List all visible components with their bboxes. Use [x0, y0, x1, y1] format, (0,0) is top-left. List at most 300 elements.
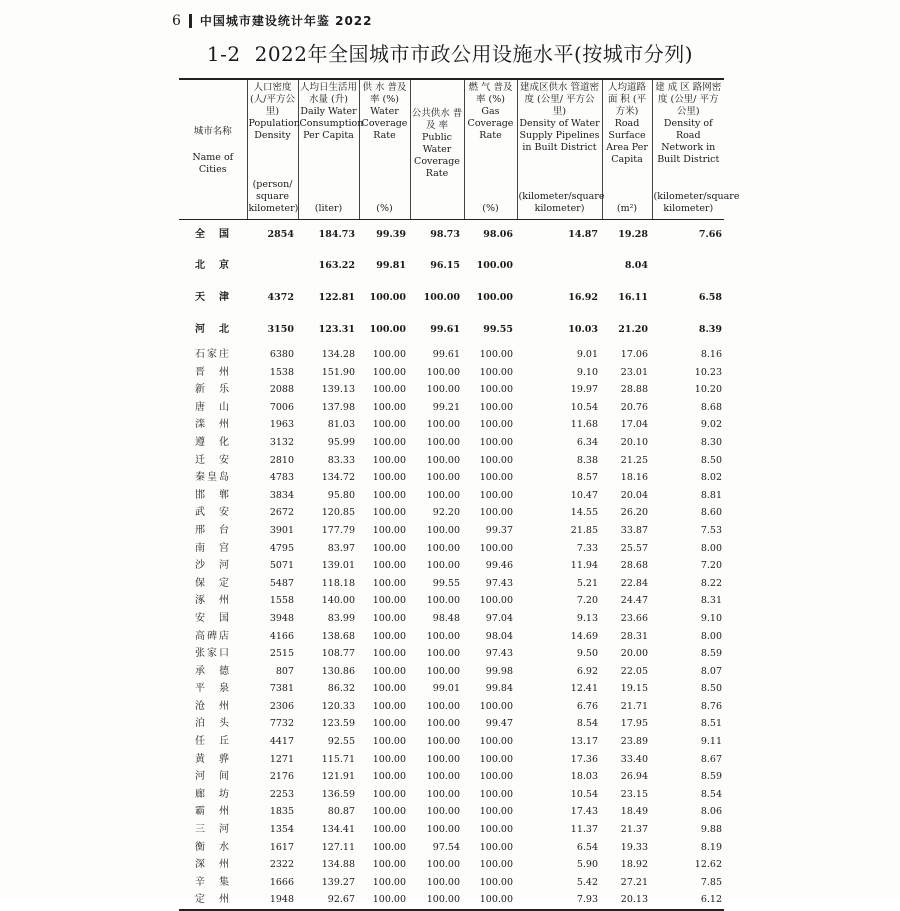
table-cell: 8.50 [700, 683, 722, 695]
table-cell: 184.73 [318, 229, 355, 240]
table-cell: 8.38 [576, 454, 598, 466]
table-cell: 100.00 [479, 876, 513, 888]
column-header: 人均日生活用水量 (升) Daily Water Consumption Per Capita (liter) [298, 79, 359, 220]
table-cell: 9.50 [576, 648, 598, 660]
table-cell: 98.73 [430, 229, 460, 240]
table-cell: 10.54 [570, 788, 598, 800]
table-cell: 100.00 [426, 542, 460, 554]
table-row [179, 575, 724, 593]
table-cell: 100.00 [426, 436, 460, 448]
table-title [0, 38, 900, 67]
city-name: 晋 州 [195, 366, 229, 378]
column-header: 供 水 普及率 (%) Water Coverage Rate (%) [359, 79, 410, 220]
table-cell: 7.93 [517, 891, 602, 910]
table-cell: 8.39 [698, 324, 722, 335]
table-cell: 163.22 [318, 260, 355, 271]
column-header: 公共供水 普 及 率 Public Water Coverage Rate [410, 79, 464, 220]
table-cell: 20.10 [620, 436, 648, 448]
city-name: 定 州 [179, 891, 247, 910]
table-cell: 16.11 [618, 292, 648, 303]
table-cell: 3948 [269, 612, 294, 624]
table-title-text: 2022年全国城市市政公用设施水平(按城市分列) [254, 42, 694, 66]
table-cell: 100.00 [359, 891, 410, 910]
table-cell: 23.89 [620, 736, 648, 748]
table-row [179, 346, 724, 364]
table-cell: 100.00 [479, 700, 513, 712]
table-cell: 100.00 [479, 454, 513, 466]
table-cell: 100.00 [369, 324, 406, 335]
table-row [179, 680, 724, 698]
table-cell: 100.00 [479, 806, 513, 818]
city-name: 沧 州 [195, 700, 229, 712]
table-cell: 100.00 [372, 718, 406, 730]
city-name: 邢 台 [195, 524, 229, 536]
table-cell: 100.00 [479, 788, 513, 800]
table-cell: 23.66 [620, 612, 648, 624]
table-cell: 1271 [269, 753, 294, 765]
table-cell: 120.85 [321, 507, 355, 519]
table-cell: 80.87 [327, 806, 355, 818]
table-cell: 100.00 [479, 349, 513, 360]
facilities-table [179, 78, 740, 911]
table-cell: 18.49 [620, 806, 648, 818]
table-cell: 25.57 [620, 542, 648, 554]
table-cell: 97.43 [485, 648, 513, 660]
table-cell: 21.37 [620, 824, 648, 836]
table-number: 1-2 [206, 42, 241, 66]
table-cell: 100.00 [479, 384, 513, 396]
table-row [179, 220, 724, 251]
table-cell: 1558 [269, 595, 294, 607]
table-cell: 3901 [269, 524, 294, 536]
table-cell: 1666 [269, 876, 294, 888]
table-cell: 100.00 [426, 665, 460, 677]
table-cell: 28.68 [620, 560, 648, 572]
table-cell: 100.00 [372, 859, 406, 871]
table-cell: 8.00 [700, 630, 722, 642]
table-cell: 100.00 [372, 419, 406, 431]
table-cell: 100.00 [372, 700, 406, 712]
city-name: 衡 水 [195, 841, 229, 853]
city-name: 安 国 [195, 612, 229, 624]
table-cell: 8.00 [700, 542, 722, 554]
city-name: 三 河 [195, 824, 229, 836]
table-cell: 100.00 [372, 824, 406, 836]
table-cell: 8.59 [700, 771, 722, 783]
city-name: 全 国 [195, 229, 229, 240]
city-name: 河 北 [195, 324, 229, 335]
city-name: 武 安 [195, 507, 229, 519]
table-row [179, 487, 724, 505]
table-cell: 6.12 [652, 891, 724, 910]
table-cell: 99.46 [485, 560, 513, 572]
table-cell: 130.86 [321, 665, 355, 677]
table-cell: 100.00 [426, 859, 460, 871]
table-cell: 134.72 [321, 472, 355, 484]
table-cell: 100.00 [372, 542, 406, 554]
city-name: 南 宫 [195, 542, 229, 554]
table-cell: 99.55 [483, 324, 513, 335]
table-cell: 100.00 [476, 292, 513, 303]
table-cell: 121.91 [321, 771, 355, 783]
table-cell: 100.00 [426, 419, 460, 431]
table-cell: 100.00 [426, 595, 460, 607]
table-cell: 100.00 [476, 260, 513, 271]
table-cell: 100.00 [372, 489, 406, 501]
table-cell: 8.19 [700, 841, 722, 853]
table-cell: 100.00 [426, 736, 460, 748]
table-cell: 2253 [269, 788, 294, 800]
table-cell: 22.84 [620, 577, 648, 589]
table-cell: 8.57 [576, 472, 598, 484]
table-cell: 27.21 [620, 876, 648, 888]
city-name: 沙 河 [195, 560, 229, 572]
table-cell: 97.43 [485, 577, 513, 589]
table-row [179, 540, 724, 558]
table-row [179, 364, 724, 382]
table-cell: 100.00 [479, 736, 513, 748]
table-cell: 118.18 [321, 577, 355, 589]
table-cell: 6380 [269, 349, 294, 360]
table-cell: 8.06 [700, 806, 722, 818]
table-cell: 151.90 [321, 366, 355, 378]
table-cell: 100.00 [372, 595, 406, 607]
table-cell: 100.00 [372, 454, 406, 466]
table-cell: 8.51 [700, 718, 722, 730]
table-cell: 100.00 [372, 736, 406, 748]
table-cell: 4417 [269, 736, 294, 748]
table-cell: 120.33 [321, 700, 355, 712]
table-cell: 1354 [269, 824, 294, 836]
table-cell: 97.04 [485, 612, 513, 624]
table-cell: 100.00 [426, 876, 460, 888]
column-header: 建成区供水 管道密度 (公里/ 平方公里) Density of Water Supply Pipelines in Built District (kilometer/square kilometer) [517, 79, 602, 220]
table-cell: 5.21 [576, 577, 598, 589]
table-cell: 21.20 [618, 324, 648, 335]
table-cell: 100.00 [372, 841, 406, 853]
table-cell: 100.00 [479, 824, 513, 836]
city-name: 天 津 [195, 292, 229, 303]
table-cell: 2672 [269, 507, 294, 519]
city-name: 任 丘 [195, 736, 229, 748]
city-name: 霸 州 [195, 806, 229, 818]
table-cell: 100.00 [372, 384, 406, 396]
table-cell: 18.92 [620, 859, 648, 871]
table-cell: 2088 [269, 384, 294, 396]
table-cell: 8.30 [700, 436, 722, 448]
table-row [179, 250, 724, 282]
table-cell: 86.32 [327, 683, 355, 695]
table-cell: 100.00 [372, 366, 406, 378]
table-cell: 100.00 [372, 507, 406, 519]
table-cell: 26.20 [620, 507, 648, 519]
table-cell: 99.39 [376, 229, 406, 240]
table-cell: 4372 [267, 292, 294, 303]
table-cell: 5487 [269, 577, 294, 589]
table-cell: 4795 [269, 542, 294, 554]
table-cell: 20.00 [620, 648, 648, 660]
table-cell: 100.00 [464, 891, 517, 910]
table-row [179, 821, 724, 839]
table-cell: 100.00 [479, 472, 513, 484]
table-cell [247, 250, 298, 282]
table-cell: 28.88 [620, 384, 648, 396]
table-cell: 9.02 [700, 419, 722, 431]
city-name: 平 泉 [195, 683, 229, 695]
table-cell: 115.71 [321, 753, 355, 765]
table-cell: 108.77 [321, 648, 355, 660]
table-cell: 1617 [269, 841, 294, 853]
table-cell: 100.00 [372, 648, 406, 660]
table-cell: 9.13 [576, 612, 598, 624]
table-cell: 3834 [269, 489, 294, 501]
table-cell: 100.00 [372, 630, 406, 642]
table-row [179, 645, 724, 663]
table-cell: 139.27 [321, 876, 355, 888]
table-cell: 100.00 [426, 630, 460, 642]
table-cell: 10.03 [568, 324, 598, 335]
header-bar [189, 14, 192, 28]
table-cell: 139.13 [321, 384, 355, 396]
city-name: 迁 安 [195, 454, 229, 466]
table-cell: 123.59 [321, 718, 355, 730]
table-cell: 100.00 [426, 454, 460, 466]
table-cell: 99.01 [432, 683, 460, 695]
table-cell: 8.31 [700, 595, 722, 607]
column-header: 人均道路 面 积 (平方米) Road Surface Area Per Capita (m²) [602, 79, 652, 220]
city-name: 承 德 [195, 665, 229, 677]
column-header: 人口密度 (人/平方公里) Population Density (person/ square kilometer) [247, 79, 298, 220]
table-cell: 100.00 [410, 891, 464, 910]
table-cell: 100.00 [372, 577, 406, 589]
table-cell: 8.67 [700, 753, 722, 765]
table-cell: 83.97 [327, 542, 355, 554]
table-cell: 19.33 [620, 841, 648, 853]
table-row [179, 839, 724, 857]
city-name: 遵 化 [195, 436, 229, 448]
table-cell: 100.00 [479, 507, 513, 519]
table-cell: 100.00 [372, 876, 406, 888]
table-cell: 12.62 [694, 859, 722, 871]
table-cell: 139.01 [321, 560, 355, 572]
table-cell: 100.00 [479, 401, 513, 413]
table-cell: 92.67 [298, 891, 359, 910]
table-row [179, 751, 724, 769]
city-name: 保 定 [195, 577, 229, 589]
table-cell: 17.04 [620, 419, 648, 431]
table-cell: 96.15 [430, 260, 460, 271]
running-head [172, 12, 373, 29]
column-header: 城市名称 Name of Cities [179, 79, 247, 220]
table-cell: 8.54 [700, 788, 722, 800]
table-cell: 7.20 [576, 595, 598, 607]
city-name: 北 京 [195, 260, 229, 271]
table-cell: 1835 [269, 806, 294, 818]
table-cell: 100.00 [426, 824, 460, 836]
table-row [179, 663, 724, 681]
table-cell: 100.00 [426, 560, 460, 572]
table-cell: 11.68 [570, 419, 598, 431]
table-cell: 10.20 [694, 384, 722, 396]
table-cell: 19.28 [618, 229, 648, 240]
table-cell: 14.55 [570, 507, 598, 519]
table-cell: 7.53 [700, 524, 722, 536]
table-row [179, 786, 724, 804]
table-cell [652, 250, 724, 282]
table-cell: 6.76 [576, 700, 598, 712]
table-cell: 7.33 [576, 542, 598, 554]
table-cell: 3150 [267, 324, 294, 335]
city-name: 邯 郸 [195, 489, 229, 501]
table-cell: 100.00 [372, 665, 406, 677]
table-cell: 100.00 [372, 771, 406, 783]
table-cell: 81.03 [327, 419, 355, 431]
table-cell: 807 [275, 665, 294, 677]
table-cell: 100.00 [426, 384, 460, 396]
table-cell: 5.42 [576, 876, 598, 888]
city-name: 张家口 [195, 648, 229, 660]
table-row [179, 628, 724, 646]
table-cell: 6.92 [576, 665, 598, 677]
table-cell: 100.00 [372, 349, 406, 360]
table-row [179, 874, 724, 892]
table-cell: 6.34 [576, 436, 598, 448]
table-cell: 99.61 [430, 324, 460, 335]
table-cell: 22.05 [620, 665, 648, 677]
table-cell: 95.99 [327, 436, 355, 448]
table-cell: 134.41 [321, 824, 355, 836]
table-cell: 140.00 [321, 595, 355, 607]
table-cell: 100.00 [426, 788, 460, 800]
table-cell: 11.94 [570, 560, 598, 572]
table-cell: 100.00 [479, 595, 513, 607]
table-cell: 134.28 [321, 349, 355, 360]
table-cell: 138.68 [321, 630, 355, 642]
table-cell: 8.59 [700, 648, 722, 660]
table-cell: 8.02 [700, 472, 722, 484]
table-cell: 16.92 [568, 292, 598, 303]
table-cell: 2322 [269, 859, 294, 871]
city-name: 辛 集 [195, 876, 229, 888]
city-name: 深 州 [195, 859, 229, 871]
table-cell: 2854 [267, 229, 294, 240]
table-cell: 100.00 [372, 524, 406, 536]
table-cell: 100.00 [372, 560, 406, 572]
table-cell: 20.04 [620, 489, 648, 501]
table-cell: 100.00 [426, 489, 460, 501]
city-name: 新 乐 [195, 384, 229, 396]
table-row [179, 504, 724, 522]
table-row [179, 381, 724, 399]
table-cell: 2515 [269, 648, 294, 660]
table-cell: 5071 [269, 560, 294, 572]
table-cell: 12.41 [570, 683, 598, 695]
table-cell: 21.85 [570, 524, 598, 536]
table-cell: 136.59 [321, 788, 355, 800]
table-row [179, 557, 724, 575]
table-cell: 13.17 [570, 736, 598, 748]
table-cell: 99.98 [485, 665, 513, 677]
city-name: 石家庄 [195, 349, 229, 360]
table-cell: 20.13 [602, 891, 652, 910]
table-cell: 99.47 [485, 718, 513, 730]
table-cell: 5.90 [576, 859, 598, 871]
table-cell: 33.40 [620, 753, 648, 765]
table-row [179, 768, 724, 786]
city-name: 滦 州 [195, 419, 229, 431]
table-cell: 20.76 [620, 401, 648, 413]
table-row [179, 399, 724, 417]
table-row [179, 522, 724, 540]
table-cell: 33.87 [620, 524, 648, 536]
table-cell: 98.48 [432, 612, 460, 624]
table-body [179, 220, 724, 911]
table-cell: 99.81 [376, 260, 406, 271]
table-cell: 4166 [269, 630, 294, 642]
table-cell: 99.55 [432, 577, 460, 589]
table-cell: 7.20 [700, 560, 722, 572]
table-cell: 26.94 [620, 771, 648, 783]
table-cell: 100.00 [426, 366, 460, 378]
table-cell: 95.80 [327, 489, 355, 501]
page-number: 6 [172, 12, 181, 29]
table-cell: 8.60 [700, 507, 722, 519]
table-cell: 9.10 [576, 366, 598, 378]
table-cell: 10.23 [694, 366, 722, 378]
table-row [179, 434, 724, 452]
table-cell: 21.25 [620, 454, 648, 466]
table-cell: 18.16 [620, 472, 648, 484]
city-name: 秦皇岛 [195, 472, 229, 484]
table-row [179, 452, 724, 470]
table-row [179, 314, 724, 346]
table-cell: 24.47 [620, 595, 648, 607]
table-cell: 100.00 [426, 700, 460, 712]
table-cell: 100.00 [423, 292, 460, 303]
table-cell: 100.00 [479, 841, 513, 853]
city-name: 唐 山 [195, 401, 229, 413]
table-cell: 9.11 [700, 736, 722, 748]
table-cell: 6.58 [698, 292, 722, 303]
table-row [179, 282, 724, 314]
table-row [179, 733, 724, 751]
table-cell: 19.15 [620, 683, 648, 695]
table-cell: 83.33 [327, 454, 355, 466]
table-cell: 9.10 [700, 612, 722, 624]
table-cell: 8.16 [700, 349, 722, 360]
city-name: 高碑店 [195, 630, 229, 642]
table-cell: 4783 [269, 472, 294, 484]
table-cell: 17.43 [570, 806, 598, 818]
table-cell: 3132 [269, 436, 294, 448]
table-cell: 100.00 [372, 683, 406, 695]
table-cell: 100.00 [369, 292, 406, 303]
table-cell: 100.00 [479, 753, 513, 765]
table-cell: 123.31 [318, 324, 355, 335]
table-cell: 10.54 [570, 401, 598, 413]
column-header: 建 成 区 路网密度 (公里/ 平方公里) Density of Road Network in Built District (kilometer/square kilometer) [652, 79, 724, 220]
table-row [179, 416, 724, 434]
table-cell: 17.36 [570, 753, 598, 765]
city-name: 泊 头 [195, 718, 229, 730]
table-cell: 2176 [269, 771, 294, 783]
table-cell: 9.01 [576, 349, 598, 360]
table-row [179, 610, 724, 628]
table-cell: 7.85 [700, 876, 722, 888]
table-cell: 100.00 [426, 753, 460, 765]
table-cell: 98.06 [483, 229, 513, 240]
table-cell: 100.00 [479, 419, 513, 431]
